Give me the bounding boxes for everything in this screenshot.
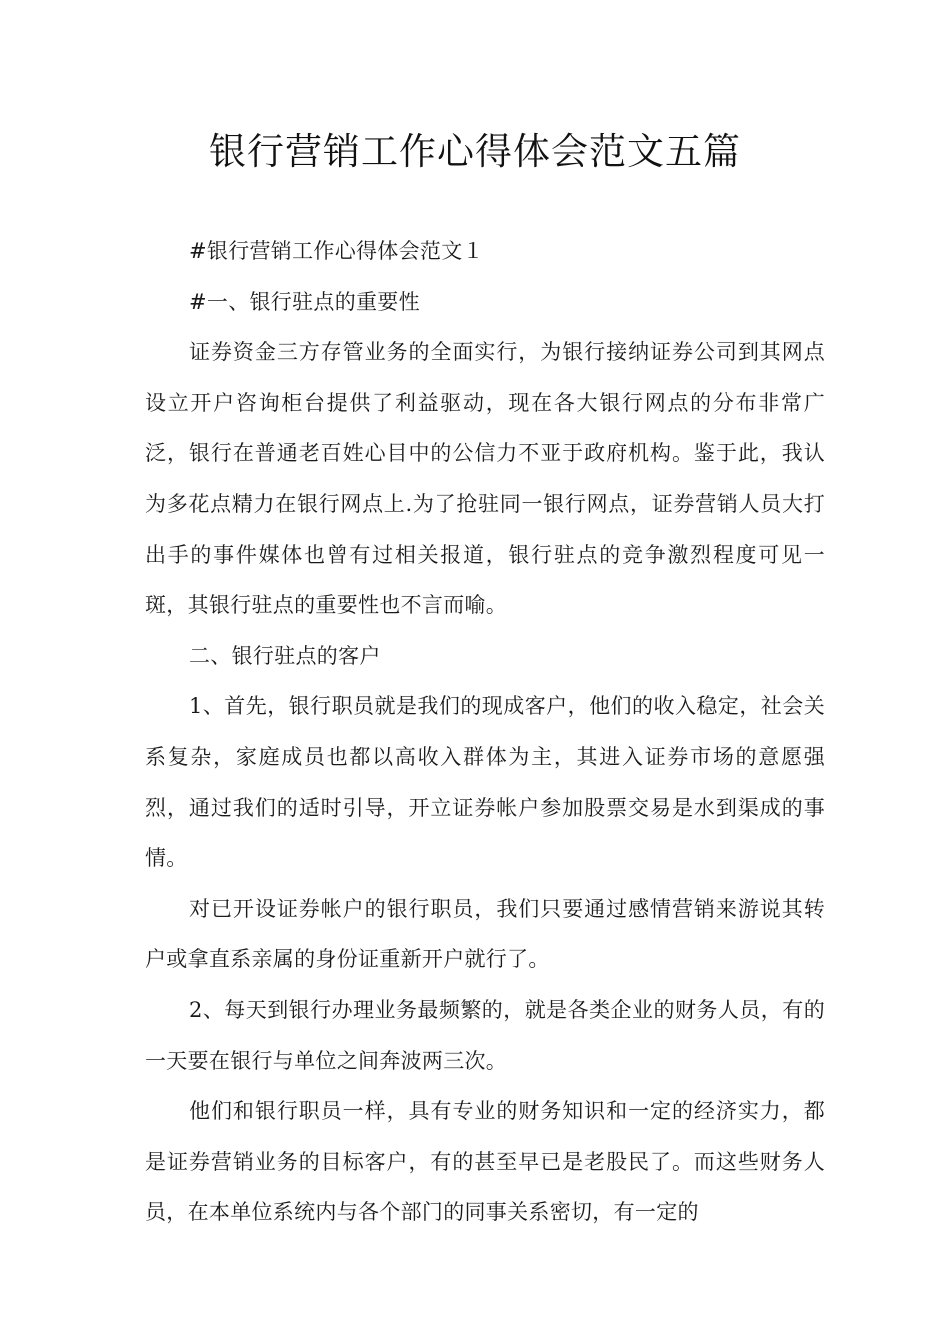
paragraph: 对已开设证券帐户的银行职员，我们只要通过感情营销来游说其转户或拿直系亲属的身份证重新开户就行了。 <box>145 896 825 972</box>
document-body <box>145 226 825 1238</box>
document-title: 银行营销工作心得体会范文五篇 <box>209 130 741 173</box>
paragraph: 2、每天到银行办理业务最频繁的，就是各类企业的财务人员，有的一天要在银行与单位之间奔波两三次。 <box>145 997 825 1073</box>
heading-article-1: #银行营销工作心得体会范文１ <box>189 239 484 263</box>
paragraph: 证券资金三方存管业务的全面实行，为银行接纳证券公司到其网点设立开户咨询柜台提供了利益驱动，现在各大银行网点的分布非常广泛，银行在普通老百姓心目中的公信力不亚于政府机构。鉴于此，我认为多花点精力在银行网点上.为了抢驻同一银行网点，证券营销人员大打出手的事件媒体也曾有过相关报道，银行驻点的竞争激烈程度可见一斑，其银行驻点的重要性也不言而喻。 <box>145 340 825 618</box>
heading-section-2: 二、银行驻点的客户 <box>189 643 381 668</box>
paragraph: 1、首先，银行职员就是我们的现成客户，他们的收入稳定，社会关系复杂，家庭成员也都以高收入群体为主，其进入证券市场的意愿强烈，通过我们的适时引导，开立证券帐户参加股票交易是水到渠成的事情。 <box>145 694 825 871</box>
paragraph: 他们和银行职员一样，具有专业的财务知识和一定的经济实力，都是证券营销业务的目标客户，有的甚至早已是老股民了。而这些财务人员，在本单位系统内与各个部门的同事关系密切，有一定的 <box>145 1099 825 1225</box>
heading-section-1: #一、银行驻点的重要性 <box>189 289 420 314</box>
